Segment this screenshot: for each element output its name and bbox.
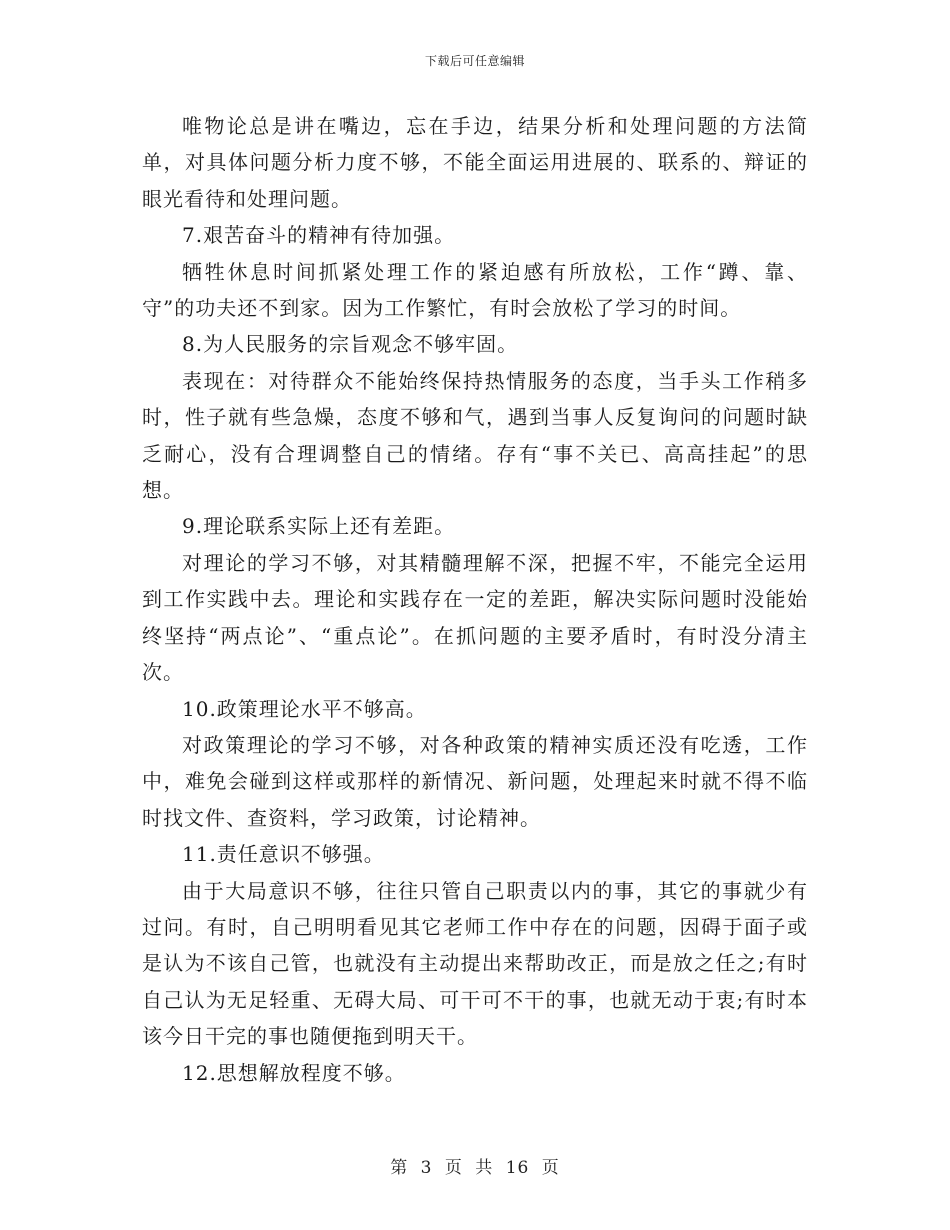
body-paragraph: 对政策理论的学习不够，对各种政策的精神实质还没有吃透，工作中，难免会碰到这样或那样的新情况、新问题，处理起来时就不得不临时找文件、查资料，学习政策，讨论精神。 [142,732,808,830]
page-footer: 第 3 页 共 16 页 [390,1158,560,1178]
body-paragraph: 表现在：对待群众不能始终保持热情服务的态度，当手头工作稍多时，性子就有些急燥，态度不够和气，遇到当事人反复询问的问题时缺乏耐心，没有合理调整自己的情绪。存有“事不关已、高高挂起”的思想。 [142,368,808,503]
body-paragraph: 牺牲休息时间抓紧处理工作的紧迫感有所放松，工作“蹲、靠、守”的功夫还不到家。因为工作繁忙，有时会放松了学习的时间。 [142,259,808,321]
section-heading: 12.思想解放程度不够。 [182,1060,406,1085]
body-paragraph: 对理论的学习不够，对其精髓理解不深，把握不牢，不能完全运用到工作实践中去。理论和实践存在一定的差距，解决实际问题时没能始终坚持“两点论”、“重点论”。在抓问题的主要矛盾时，有时没分清主次。 [142,550,808,685]
section-heading: 9.理论联系实际上还有差距。 [182,514,456,539]
section-heading: 8.为人民服务的宗旨观念不够牢固。 [182,332,519,357]
body-paragraph: 由于大局意识不够，往往只管自己职责以内的事，其它的事就少有过问。有时，自己明明看见其它老师工作中存在的问题，因碍于面子或是认为不该自己管，也就没有主动提出来帮助改正，而是放之任之;有时自己认为无足轻重、无碍大局、可干可不干的事，也就无动于衷;有时本该今日干完的事也随便拖到明天干。 [142,878,808,1049]
section-heading: 7.艰苦奋斗的精神有待加强。 [182,223,456,248]
body-paragraph: 唯物论总是讲在嘴边，忘在手边，结果分析和处理问题的方法简单，对具体问题分析力度不够，不能全面运用进展的、联系的、辩证的眼光看待和处理问题。 [142,114,808,211]
section-heading: 10.政策理论水平不够高。 [182,696,427,721]
page-header: 下载后可任意编辑 [424,54,525,68]
document-body [142,108,808,1091]
section-heading: 11.责任意识不够强。 [182,842,385,867]
